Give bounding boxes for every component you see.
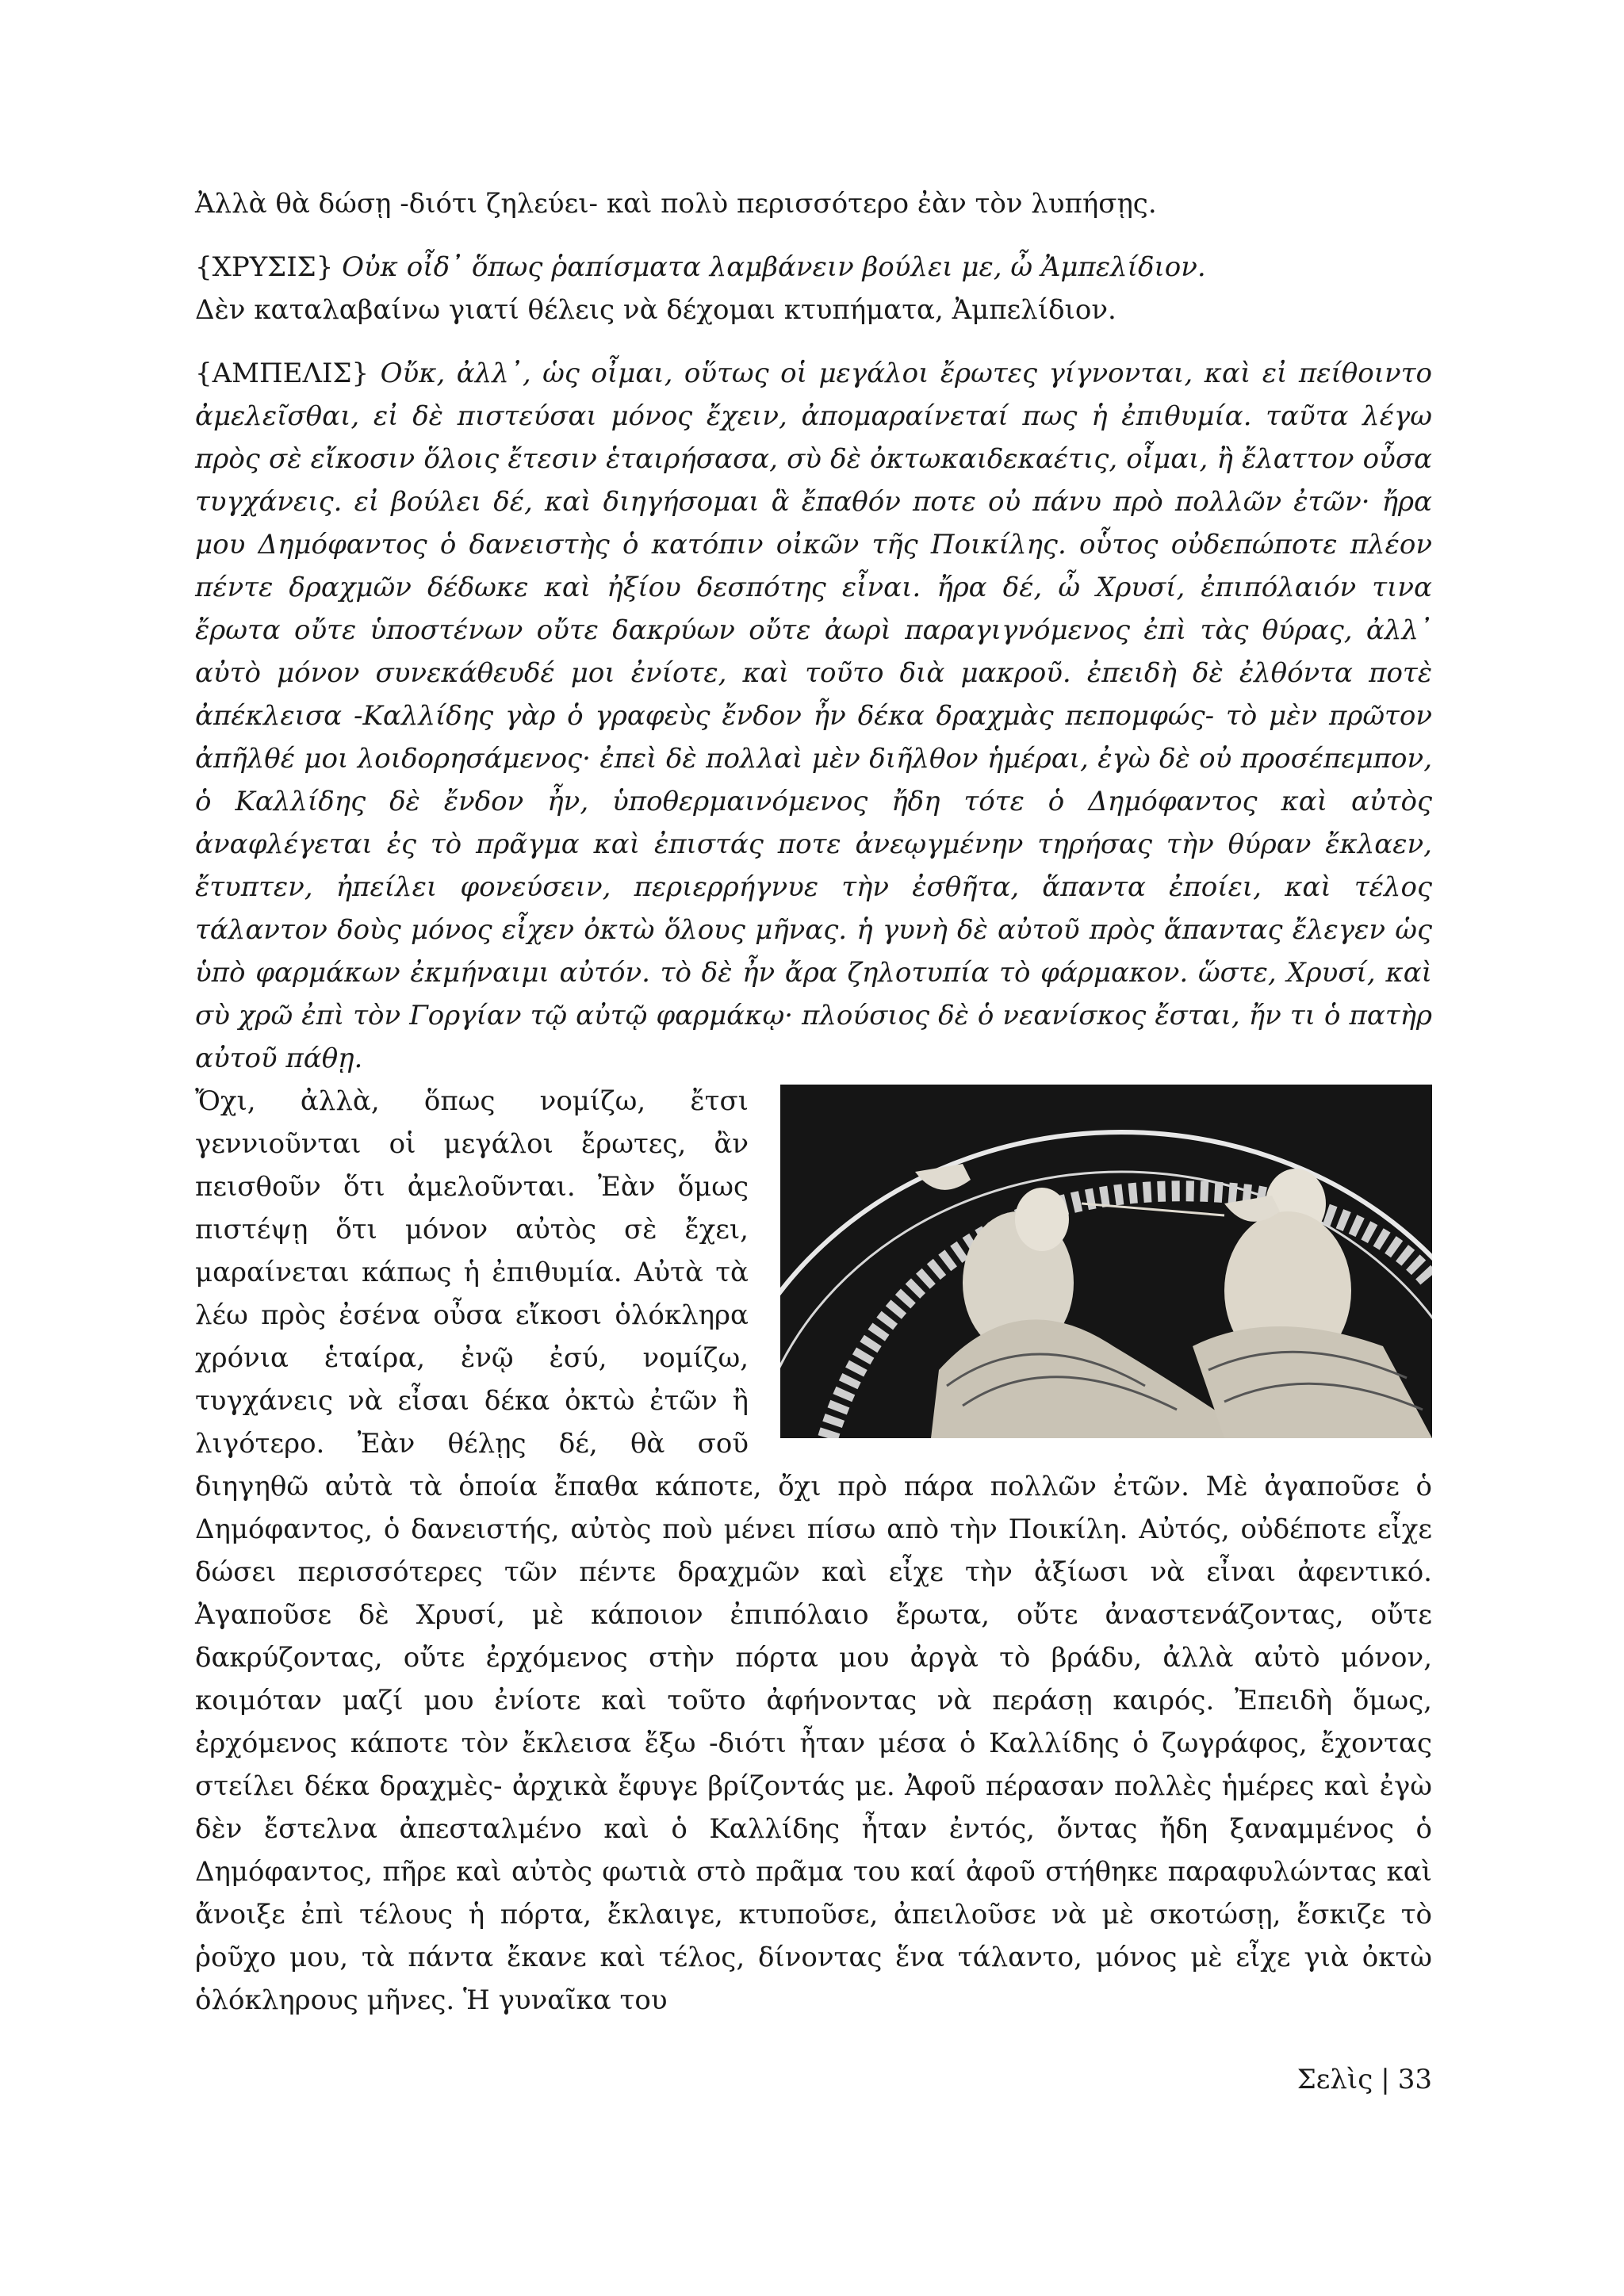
greek-text-ampelis: Οὔκ, ἀλλ᾽, ὡς οἶμαι, οὕτως οἱ μεγάλοι ἔρωτες γίγνονται, καὶ εἰ πείθοιντο ἀμελεῖσθαι, εἰ δὲ πιστεύσαι μόνος ἔχειν, ἀπομαραίνεταί πως ἡ ἐπιθυμία. ταῦτα λέγω πρὸς σὲ εἴκοσιν ὅλοις ἔτεσιν ἑταιρήσασα, σὺ δὲ ὀκτωκαιδεκαέτις, οἶμαι, ἢ ἔλαττον οὖσα τυγχάνεις. εἰ βούλει δέ, καὶ διηγήσομαι ἃ ἔπαθόν ποτε οὐ πάνυ πρὸ πολλῶν ἐτῶν· ἤρα μου Δημόφαντος ὁ δανειστὴς ὁ κατόπιν οἰκῶν τῆς Ποικίλης. οὗτος οὐδεπώποτε πλέον πέντε δραχμῶν δέδωκε καὶ ἠξίου δεσπότης εἶναι. ἤρα δέ, ὦ Χρυσί, ἐπιπόλαιόν τινα ἔρωτα οὔτε ὑποστένων οὔτε δακρύων οὔτε ἀωρὶ παραγιγνόμενος ἐπὶ τὰς θύρας, ἀλλ᾽ αὐτὸ μόνον συνεκάθευδέ μοι ἐνίοτε, καὶ τοῦτο διὰ μακροῦ. ἐπειδὴ δὲ ἐλθόντα ποτὲ ἀπέκλεισα -Καλλίδης γὰρ ὁ γραφεὺς ἔνδον ἦν δέκα δραχμὰς πεπομφώς- τὸ μὲν πρῶτον ἀπῆλθέ μοι λοιδορησάμενος· ἐπεὶ δὲ πολλαὶ μὲν διῆλθον ἡμέραι, ἐγὼ δὲ οὐ προσέπεμπον, ὁ Καλλίδης δὲ ἔνδον ἦν, ὑποθερμαινόμενος ἤδη τότε ὁ Δημόφαντος καὶ αὐτὸς ἀναφλέγεται ἐς τὸ πρᾶγμα καὶ ἐπιστάς ποτε ἀνεῳγμένην τηρήσας τὴν θύραν ἔκλαεν, ἔτυπτεν, ἠπείλει φονεύσειν, περιερρήγνυε τὴν ἐσθῆτα, ἅπαντα ἐποίει, καὶ τέλος τάλαντον δοὺς μόνος εἶχεν ὀκτὼ ὅλους μῆνας. ἡ γυνὴ δὲ αὐτοῦ πρὸς ἅπαντας ἔλεγεν ὡς ὑπὸ φαρμάκων ἐκμήναιμι αὐτόν. τὸ δὲ ἦν ἄρα ζηλοτυπία τὸ φάρμακον. ὥστε, Χρυσί, καὶ σὺ χρῶ ἐπὶ τὸν Γοργίαν τῷ αὐτῷ φαρμάκῳ· πλούσιος δὲ ὁ νεανίσκος ἔσται, ἤν τι ὁ πατὴρ αὐτοῦ πάθῃ.	[195, 358, 1432, 1074]
greek-text-chrysis: Οὐκ οἶδ᾽ ὅπως ῥαπίσματα λαμβάνειν βούλει με, ὦ Ἀμπελίδιον.	[342, 251, 1206, 283]
footer-label: Σελὶς	[1297, 2064, 1373, 2095]
vase-painting-figure	[780, 1085, 1432, 1438]
paragraph-chrysis	[195, 246, 1432, 289]
translation-block	[195, 1080, 1432, 2022]
speaker-chrysis: {ΧΡΥΣΙΣ}	[195, 251, 334, 283]
greek-vase-painting-image	[780, 1085, 1432, 1438]
page-number: 33	[1397, 2064, 1432, 2095]
paragraph-ampelis	[195, 352, 1432, 1080]
translation-chrysis: Δὲν καταλαβαίνω γιατί θέλεις νὰ δέχομαι κτυπήματα, Ἀμπελίδιον.	[195, 294, 1116, 326]
page-body	[195, 182, 1432, 2022]
speaker-ampelis: {ΑΜΠΕΛΙΣ}	[195, 358, 370, 389]
translation-ampelis: Ὄχι, ἀλλὰ, ὅπως νομίζω, ἔτσι γεννιοῦνται οἱ μεγάλοι ἔρωτες, ἂν πεισθοῦν ὅτι ἀμελοῦνται. Ἐὰν ὅμως πιστέψῃ ὅτι μόνον αὐτὸς σὲ ἔχει, μαραίνεται κάπως ἡ ἐπιθυμία. Αὐτὰ τὰ λέω πρὸς ἐσένα οὖσα εἴκοσι ὁλόκληρα χρόνια ἑταίρα, ἐνῷ ἐσύ, νομίζω, τυγχάνεις νὰ εἶσαι δέκα ὀκτὼ ἐτῶν ἢ λιγότερο. Ἐὰν θέλῃς δέ, θὰ σοῦ διηγηθῶ αὐτὰ τὰ ὁποία ἔπαθα κάποτε, ὄχι πρὸ πάρα πολλῶν ἐτῶν. Μὲ ἀγαποῦσε ὁ Δημόφαντος, ὁ δανειστής, αὐτὸς ποὺ μένει πίσω απὸ τὴν Ποικίλη. Αὐτός, οὐδέποτε εἶχε δώσει περισσότερες τῶν πέντε δραχμῶν καὶ εἶχε τὴν ἀξίωσι νὰ εἶναι ἀφεντικό. Ἀγαποῦσε δὲ Χρυσί, μὲ κάποιον ἐπιπόλαιο ἔρωτα, οὔτε ἀναστενάζοντας, οὔτε δακρύζοντας, οὔτε ἐρχόμενος στὴν πόρτα μου ἀργὰ τὸ βράδυ, ἀλλὰ αὐτὸ μόνον, κοιμόταν μαζί μου ἐνίοτε καὶ τοῦτο ἀφήνοντας νὰ περάσῃ καιρός. Ἐπειδὴ ὅμως, ἐρχόμενος κάποτε τὸν ἔκλεισα ἔξω -διότι ἦταν μέσα ὁ Καλλίδης ὁ ζωγράφος, ἔχοντας στείλει δέκα δραχμὲς- ἀρχικὰ ἔφυγε βρίζοντάς με. Ἀφοῦ πέρασαν πολλὲς ἡμέρες καὶ ἐγὼ δὲν ἔστελνα ἀπεσταλμένο καὶ ὁ Καλλίδης ἦταν ἐντός, ὄντας ἤδη ξαναμμένος ὁ Δημόφαντος, πῆρε καὶ αὐτὸς φωτιὰ στὸ πρᾶμα του καί ἀφοῦ στήθηκε παραφυλώντας καὶ ἄνοιξε ἐπὶ τέλους ἡ πόρτα, ἔκλαιγε, κτυποῦσε, ἀπειλοῦσε νὰ μὲ σκοτώσῃ, ἔσκιζε τὸ ῥοῦχο μου, τὰ πάντα ἔκανε καὶ τέλος, δίνοντας ἕνα τάλαντο, μόνος μὲ εἶχε γιὰ ὀκτὼ ὁλόκληρους μῆνες. Ἡ γυναῖκα του	[195, 1085, 1432, 2016]
paragraph-intro: Ἀλλὰ θὰ δώσῃ -διότι ζηλεύει- καὶ πολὺ περισσότερο ἐὰν τὸν λυπήσῃς.	[195, 188, 1157, 220]
page-footer	[1297, 2058, 1432, 2101]
footer-separator: |	[1381, 2064, 1390, 2095]
